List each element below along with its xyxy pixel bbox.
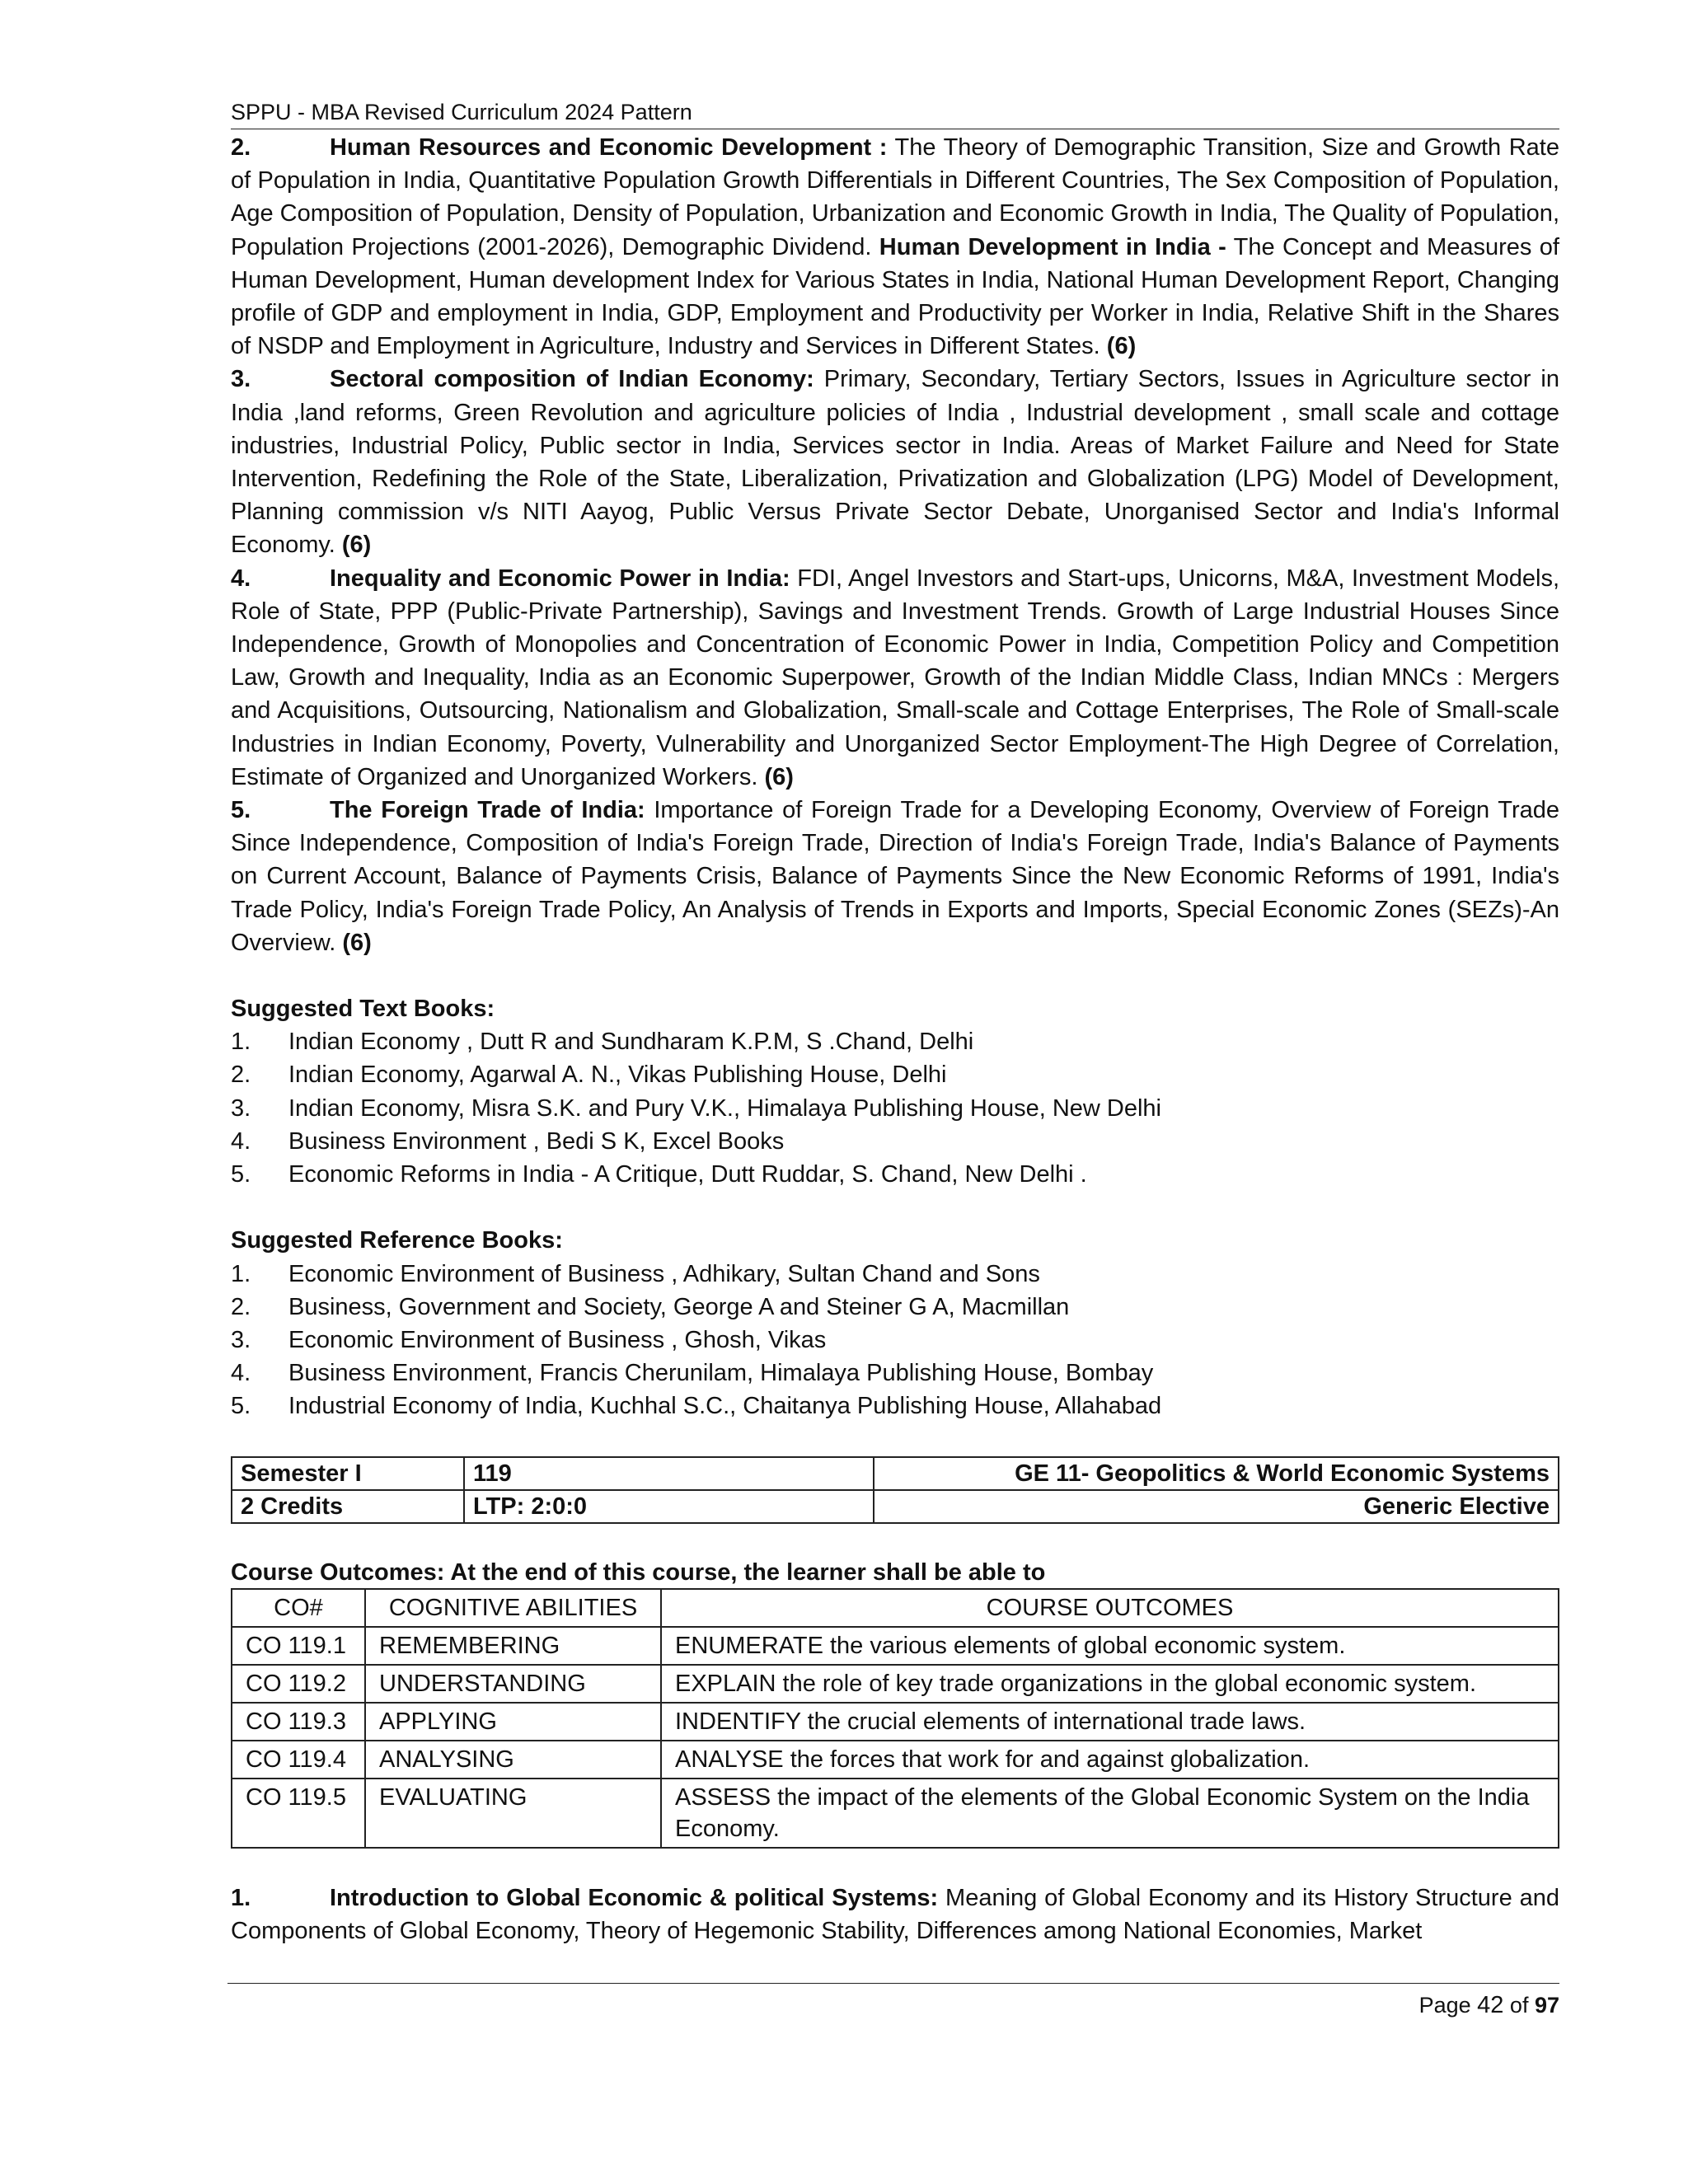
ltp-cell: LTP: 2:0:0 (464, 1490, 874, 1523)
unit-5 (231, 794, 1559, 959)
column-header: COGNITIVE ABILITIES (365, 1589, 661, 1627)
table-row (232, 1457, 1559, 1490)
table-row (232, 1779, 1559, 1848)
course-code-cell: 119 (464, 1457, 874, 1490)
list-number: 3. (231, 1094, 251, 1122)
co-cell: CO 119.3 (232, 1703, 365, 1741)
ability-cell: ANALYSING (365, 1741, 661, 1779)
list-number: 2. (231, 1293, 251, 1320)
unit-text: FDI, Angel Investors and Start-ups, Unicorns, M&A, Investment Models, Role of State, PPP (Public-Private Partnership), Savings and Investment Trends. Growth of Large Industrial Houses Since Independence, Growth of Monopolies and Concentration of Economic Power in India, Competition Policy and Competition Law, Growth and Inequality, India as an Economic Superpower, Growth of the Indian Middle Class, Indian MNCs : Mergers and Acquisitions, Outsourcing, Nationalism and Globalization, Small-scale and Cottage Enterprises, The Role of Small-scale Industries in Indian Economy, Poverty, Vulnerability and Unorganized Sector Employment-The High Degree of Correlation, Estimate of Organized and Unorganized Workers. (231, 565, 1559, 790)
list-number: 3. (231, 1326, 251, 1353)
page-label: Page (1418, 1993, 1478, 2018)
page-number (227, 1984, 1559, 2022)
list-text: Economic Environment of Business , Adhikary, Sultan Chand and Sons (288, 1260, 1040, 1287)
list-item (231, 1092, 1559, 1125)
list-text: Business Environment, Francis Cherunilam, Himalaya Publishing House, Bombay (288, 1360, 1154, 1387)
table-row (232, 1665, 1559, 1703)
list-text: Indian Economy, Misra S.K. and Pury V.K., Himalaya Publishing House, New Delhi (288, 1094, 1161, 1122)
list-item (231, 1390, 1559, 1422)
list-text: Economic Reforms in India - A Critique, Dutt Ruddar, S. Chand, New Delhi . (288, 1161, 1087, 1188)
spacer (231, 959, 1559, 992)
list-item (231, 1125, 1559, 1158)
co-cell: CO 119.5 (232, 1779, 365, 1848)
credits-cell: 2 Credits (232, 1490, 464, 1523)
list-number: 4. (231, 1127, 251, 1155)
total-pages: 97 (1534, 1993, 1559, 2018)
unit-text-continued: The Concept and Measures of Human Development, Human development Index for Various States in India, National Human Development Report, Changing profile of GDP and employment in India, GDP, Employment and Productivity per Worker in India, Relative Shift in the Shares of NSDP and Employment in Agriculture, Industry and Services in Different States. (231, 233, 1559, 360)
outcome-cell: ANALYSE the forces that work for and against globalization. (661, 1741, 1559, 1779)
list-item (231, 1258, 1559, 1291)
unit-number: 3. (231, 366, 251, 393)
document-page (231, 97, 1559, 1947)
course-outcomes-title: Course Outcomes: At the end of this course, the learner shall be able to (231, 1558, 1046, 1586)
course-meta-table (231, 1456, 1559, 1524)
table-row (232, 1627, 1559, 1665)
list-number: 4. (231, 1360, 251, 1387)
list-text: Industrial Economy of India, Kuchhal S.C., Chaitanya Publishing House, Allahabad (288, 1393, 1162, 1420)
column-header: COURSE OUTCOMES (661, 1589, 1559, 1627)
list-text: Economic Environment of Business , Ghosh, Vikas (288, 1326, 827, 1353)
syllabus-units (231, 131, 1559, 959)
list-item (231, 1058, 1559, 1091)
list-text: Indian Economy , Dutt R and Sundharam K.P.M, S .Chand, Delhi (288, 1029, 974, 1056)
unit-number: 2. (231, 134, 251, 161)
ability-cell: UNDERSTANDING (365, 1665, 661, 1703)
spacer (231, 1849, 1559, 1882)
course-title-cell: GE 11- Geopolitics & World Economic Systems (874, 1457, 1559, 1490)
spacer (231, 1191, 1559, 1224)
list-text: Business Environment , Bedi S K, Excel Books (288, 1127, 785, 1155)
outcome-cell: INDENTIFY the crucial elements of international trade laws. (661, 1703, 1559, 1741)
unit-text: Importance of Foreign Trade for a Developing Economy, Overview of Foreign Trade Since Independence, Composition of India's Foreign Trade, Direction of India's Foreign Trade, India's Balance of Payments on Current Account, Balance of Payments Crisis, Balance of Payments Since the New Economic Reforms of 1991, India's Trade Policy, India's Foreign Trade Policy, An Analysis of Trends in Exports and Imports, Special Economic Zones (SEZs)-An Overview. (231, 797, 1559, 956)
unit-text: Meaning of Global Economy and its History Structure and Components of Global Economy, Theory of Hegemonic Stability, Differences among National Economies, Market (231, 1884, 1559, 1944)
list-text: Indian Economy, Agarwal A. N., Vikas Publishing House, Delhi (288, 1062, 947, 1089)
co-cell: CO 119.4 (232, 1741, 365, 1779)
unit-number: 4. (231, 565, 251, 592)
unit-title: Sectoral composition of Indian Economy: (330, 366, 814, 393)
list-text: Business, Government and Society, George A and Steiner G A, Macmillan (288, 1293, 1070, 1320)
outcome-cell: ENUMERATE the various elements of global economic system. (661, 1627, 1559, 1665)
outcome-cell: ASSESS the impact of the elements of the Global Economic System on the India Economy. (661, 1779, 1559, 1848)
text-books-title: Suggested Text Books: (231, 996, 495, 1023)
unit-3 (231, 363, 1559, 561)
semester-cell: Semester I (232, 1457, 464, 1490)
ability-cell: APPLYING (365, 1703, 661, 1741)
unit-2 (231, 131, 1559, 363)
reference-books-title: Suggested Reference Books: (231, 1227, 563, 1254)
list-item (231, 1025, 1559, 1058)
table-row (232, 1741, 1559, 1779)
table-row (232, 1490, 1559, 1523)
list-number: 1. (231, 1260, 251, 1287)
list-number: 5. (231, 1161, 251, 1188)
table-header-row (232, 1589, 1559, 1627)
of-label: of (1503, 1993, 1535, 2018)
page-footer (227, 1983, 1559, 2022)
ability-cell: REMEMBERING (365, 1627, 661, 1665)
unit-title: Human Resources and Economic Development : (330, 134, 888, 161)
current-page: 42 (1477, 1992, 1504, 2018)
unit-hours: (6) (342, 929, 372, 956)
unit-number: 5. (231, 797, 251, 824)
unit-text: Primary, Secondary, Tertiary Sectors, Issues in Agriculture sector in India ,land reforms, Green Revolution and agriculture policies of India , Industrial development , small scale and cottage industries, Industrial Policy, Public sector in India, Services sector in India. Areas of Market Failure and Need for State Intervention, Redefining the Role of the State, Liberalization, Privatization and Globalization (LPG) Model of Development, Planning commission v/s NITI Aayog, Public Versus Private Sector Debate, Unorganised Sector and India's Informal Economy. (231, 366, 1559, 559)
category-cell: Generic Elective (874, 1490, 1559, 1523)
column-header: CO# (232, 1589, 365, 1627)
unit-title: Inequality and Economic Power in India: (330, 565, 790, 592)
ability-cell: EVALUATING (365, 1779, 661, 1848)
unit-title: The Foreign Trade of India: (330, 797, 645, 824)
course-outcomes-table (231, 1588, 1559, 1849)
unit-number: 1. (231, 1884, 251, 1911)
unit-hours: (6) (341, 532, 372, 559)
list-number: 2. (231, 1062, 251, 1089)
unit-4 (231, 562, 1559, 794)
list-number: 5. (231, 1393, 251, 1420)
unit-text: The Theory of Demographic Transition, Size and Growth Rate of Population in India, Quantitative Population Growth Differentials in Different Countries, The Sex Composition of Population, Age Composition of Population, Density of Population, Urbanization and Economic Growth in India, The Quality of Population, Population Projections (2001-2026), Demographic Dividend. (231, 134, 1559, 260)
table-row (232, 1703, 1559, 1741)
co-cell: CO 119.2 (232, 1665, 365, 1703)
unit-subtitle: Human Development in India - (879, 233, 1226, 260)
spacer (231, 1423, 1559, 1456)
outcome-cell: EXPLAIN the role of key trade organizations in the global economic system. (661, 1665, 1559, 1703)
list-item (231, 1158, 1559, 1191)
reference-books-list (231, 1224, 1559, 1422)
unit-1 (231, 1882, 1559, 1947)
text-books-list (231, 992, 1559, 1191)
list-number: 1. (231, 1029, 251, 1056)
running-header: SPPU - MBA Revised Curriculum 2024 Pattern (231, 97, 1559, 129)
unit-hours: (6) (764, 763, 794, 790)
unit-hours: (6) (1106, 333, 1137, 360)
list-item (231, 1291, 1559, 1324)
list-item (231, 1324, 1559, 1357)
unit-title: Introduction to Global Economic & political Systems: (330, 1884, 939, 1911)
co-cell: CO 119.1 (232, 1627, 365, 1665)
list-item (231, 1357, 1559, 1390)
